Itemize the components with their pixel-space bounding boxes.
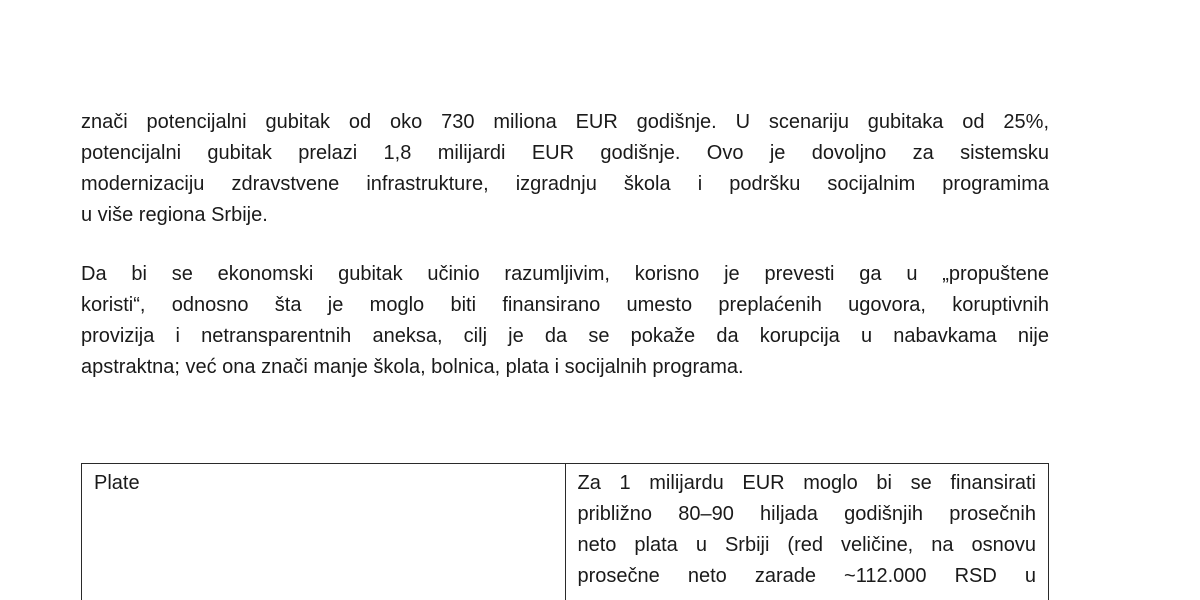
table-row: [82, 464, 1049, 600]
text-line: provizija i netransparentnih aneksa, cilj je da se pokaže da korupcija u nabavkama nije: [81, 325, 1049, 347]
text-line: Za 1 milijardu EUR moglo bi se finansirati: [577, 472, 1036, 494]
text-line: približno 80–90 hiljada godišnjih prosečnih: [577, 503, 1036, 525]
text-line: modernizaciju zdravstvene infrastrukture, izgradnju škola i podršku socijalnim programima: [81, 173, 1049, 195]
text-line: neto plata u Srbiji (red veličine, na osnovu: [577, 534, 1036, 556]
text-line: prosečne neto zarade ~112.000 RSD u: [577, 565, 1036, 587]
paragraph-missed-benefits: [81, 259, 1049, 383]
text-line: koristi“, odnosno šta je moglo biti finansirano umesto preplaćenih ugovora, koruptivnih: [81, 294, 1049, 316]
text-line: apstraktna; već ona znači manje škola, bolnica, plata i socijalnih programa.: [81, 356, 744, 378]
text-line: potencijalni gubitak prelazi 1,8 milijardi EUR godišnje. Ovo je dovoljno za sistemsku: [81, 142, 1049, 164]
text-line: u više regiona Srbije.: [81, 204, 268, 226]
missed-benefits-table: [81, 463, 1049, 600]
text-line: znači potencijalni gubitak od oko 730 miliona EUR godišnje. U scenariju gubitaka od 25%,: [81, 111, 1049, 133]
text-line: Da bi se ekonomski gubitak učinio razumljivim, korisno je prevesti ga u „propuštene: [81, 263, 1049, 285]
table-cell-description: [565, 464, 1049, 600]
table-cell-category: Plate: [82, 464, 566, 600]
paragraph-economic-loss: [81, 107, 1049, 231]
